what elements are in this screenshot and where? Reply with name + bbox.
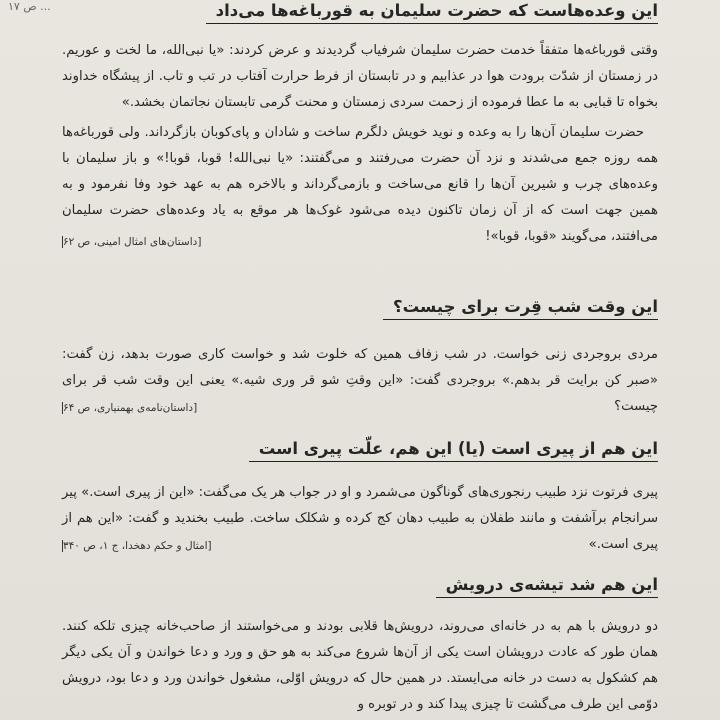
section-title — [62, 438, 658, 462]
section-2 — [62, 296, 658, 420]
paragraph: حضرت سلیمان آن‌ها را به وعده و نوید خویش دلگرم ساخت و شادان و پای‌کوبان بازگرداند. ولی قورباغه‌ها همه روزه جمع می‌شدند و نزد آن حضرت می‌رفتند و می‌گفتند: «یا نبی‌الله! قوبا، قوبا!» و باز سلیمان با وعده‌های چرب و شیرین آن‌ها را قانع می‌ساخت و بازمی‌گرداند و بالاخره هم به عهد خود وفا نفرمود و به همین جهت است که از آن زمان تاکنون دیده می‌شود غوک‌ها هر موقع به یاد وعده‌های حضرت سلیمان می‌افتند، می‌گویند «قوبا، قوبا»! — [62, 125, 658, 244]
paragraph: پیری فرتوت نزد طبیب رنجوری‌های گوناگون می‌شمرد و او در جواب هر یک می‌گفت: «این از پیری است.» پیر سرانجام برآشفت و مانند طفلان به طبیب دهان کج کرده و شکلک ساخت. طبیب بخندید و گفت: «این هم از پیری است.» — [62, 485, 658, 552]
source-citation: [ داستان‌های امثال امینی، ص ۶۲ — [62, 236, 205, 248]
source-citation: [ امثال و حکم دهخدا، ج ۱، ص ۳۴۰ — [62, 540, 216, 552]
paragraph: مردی بروجردی زنی خواست. در شب زفاف همین که خلوت شد و خواست کاری صورت بدهد، زن گفت: «صبر کن برایت قر بدهم.» بروجردی گفت: «این وقتِ شو قر وری شیه.» یعنی این وقت شب قر برای چیست؟ — [62, 347, 658, 414]
section-title — [62, 0, 658, 24]
section-title-text: این وعده‌هاست که حضرت سلیمان به قورباغه‌ها می‌داد — [206, 0, 658, 24]
section-title-text: این وقت شب قِرت برای چیست؟ — [383, 296, 658, 320]
paragraph: دو درویش با هم به در خانه‌ای می‌روند، درویش‌ها قلابی بودند و می‌خواستند از صاحب‌خانه چیزی تلکه کنند. همان طور که عادت درویشان است یکی از آن‌ها شروع می‌کند به هو حق و ورد و دعا خواندن و آن یکی دیگر هم کشکول به دست در خانه می‌ایستد. در همین حال که درویش اوّلی، مشغول خواندن ورد و دعا بود، درویش دوّمی این طرف می‌گشت تا چیزی پیدا کند و در توبره و — [62, 619, 658, 712]
source-citation: [ داستان‌نامه‌ی بهمنیاری، ص ۶۴ — [62, 402, 201, 414]
section-title-text: این هم از پیری است (یا) این هم، علّت پیری است — [249, 438, 658, 462]
section-1 — [62, 0, 658, 250]
running-header: ... ص ۱۷ — [8, 0, 51, 13]
section-title — [62, 574, 658, 598]
section-title-text: این هم شد تیشه‌ی درویش — [436, 574, 658, 598]
section-title — [62, 296, 658, 320]
section-4 — [62, 574, 658, 718]
paragraph: وقتی قورباغه‌ها متفقاً خدمت حضرت سلیمان شرفیاب گردیدند و عرض کردند: «یا نبی‌الله، ما لخت و عوریم. در زمستان از شدّت برودت هوا در عذابیم و در تابستان از فرط حرارت آفتاب در تب و تاب. از پیشگاه خداوند بخواه تا قبایی به ما عطا فرموده از زحمت سردی زمستان و محنت گرمی تابستان نجاتمان بخشد.» — [62, 43, 658, 110]
section-3 — [62, 438, 658, 558]
